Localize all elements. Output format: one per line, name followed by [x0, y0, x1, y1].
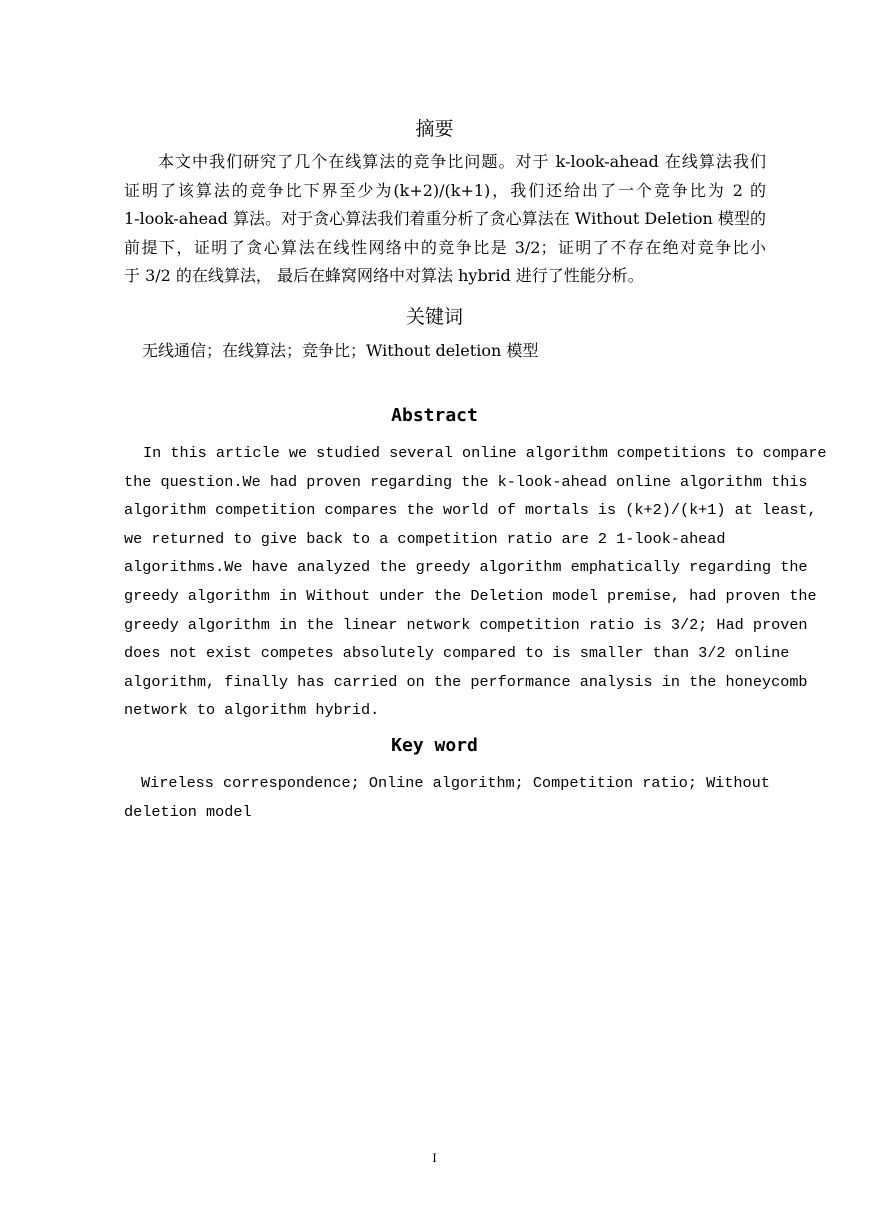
- abstract-cn-line: 前提下，证明了贪心算法在线性网络中的竞争比是 3/2；证明了不存在绝对竞争比小: [124, 237, 766, 257]
- abstract-en-line: In this article we studied several online algorithm competitions to compare: [143, 444, 827, 462]
- abstract-en-body: [124, 439, 827, 725]
- page-number: I: [432, 1150, 437, 1165]
- abstract-en-title: Abstract: [391, 405, 478, 426]
- keywords-en-body: [124, 769, 770, 826]
- keywords-en-line: deletion model: [124, 802, 252, 821]
- keywords-en-title: Key word: [391, 735, 478, 756]
- abstract-en-line: algorithm competition compares the world of mortals is (k+2)/(k+1) at least,: [124, 501, 817, 520]
- abstract-en-line: network to algorithm hybrid.: [124, 701, 380, 720]
- keywords-cn-text: 无线通信；在线算法；竞争比；Without deletion 模型: [142, 341, 539, 360]
- abstract-cn-body: [124, 148, 766, 291]
- abstract-en-line: does not exist competes absolutely compared to is smaller than 3/2 online: [124, 644, 790, 663]
- keywords-en-line: Wireless correspondence; Online algorithm; Competition ratio; Without: [141, 774, 770, 792]
- abstract-cn-title: 摘要: [415, 118, 454, 140]
- abstract-en-line: the question.We had proven regarding the k-look-ahead online algorithm this: [124, 472, 808, 491]
- abstract-en-line: greedy algorithm in Without under the Deletion model premise, had proven the: [124, 586, 817, 605]
- abstract-en-line: we returned to give back to a competition ratio are 2 1-look-ahead: [124, 529, 726, 548]
- abstract-cn-line: 于 3/2 的在线算法， 最后在蜂窝网络中对算法 hybrid 进行了性能分析。: [124, 266, 644, 285]
- keywords-cn-title: 关键词: [405, 306, 463, 328]
- abstract-cn-line: 1-look-ahead 算法。对于贪心算法我们着重分析了贪心算法在 Without Deletion 模型的: [124, 209, 766, 228]
- abstract-en-line: algorithms.We have analyzed the greedy algorithm emphatically regarding the: [124, 558, 808, 577]
- abstract-cn-line: 证明了该算法的竞争比下界至少为(k+2)/(k+1)，我们还给出了一个竞争比为 2 的: [124, 180, 766, 200]
- abstract-en-line: algorithm, finally has carried on the performance analysis in the honeycomb: [124, 672, 808, 691]
- abstract-en-line: greedy algorithm in the linear network competition ratio is 3/2; Had proven: [124, 615, 808, 634]
- abstract-cn-line: 本文中我们研究了几个在线算法的竞争比问题。对于 k-look-ahead 在线算法我们: [158, 152, 766, 171]
